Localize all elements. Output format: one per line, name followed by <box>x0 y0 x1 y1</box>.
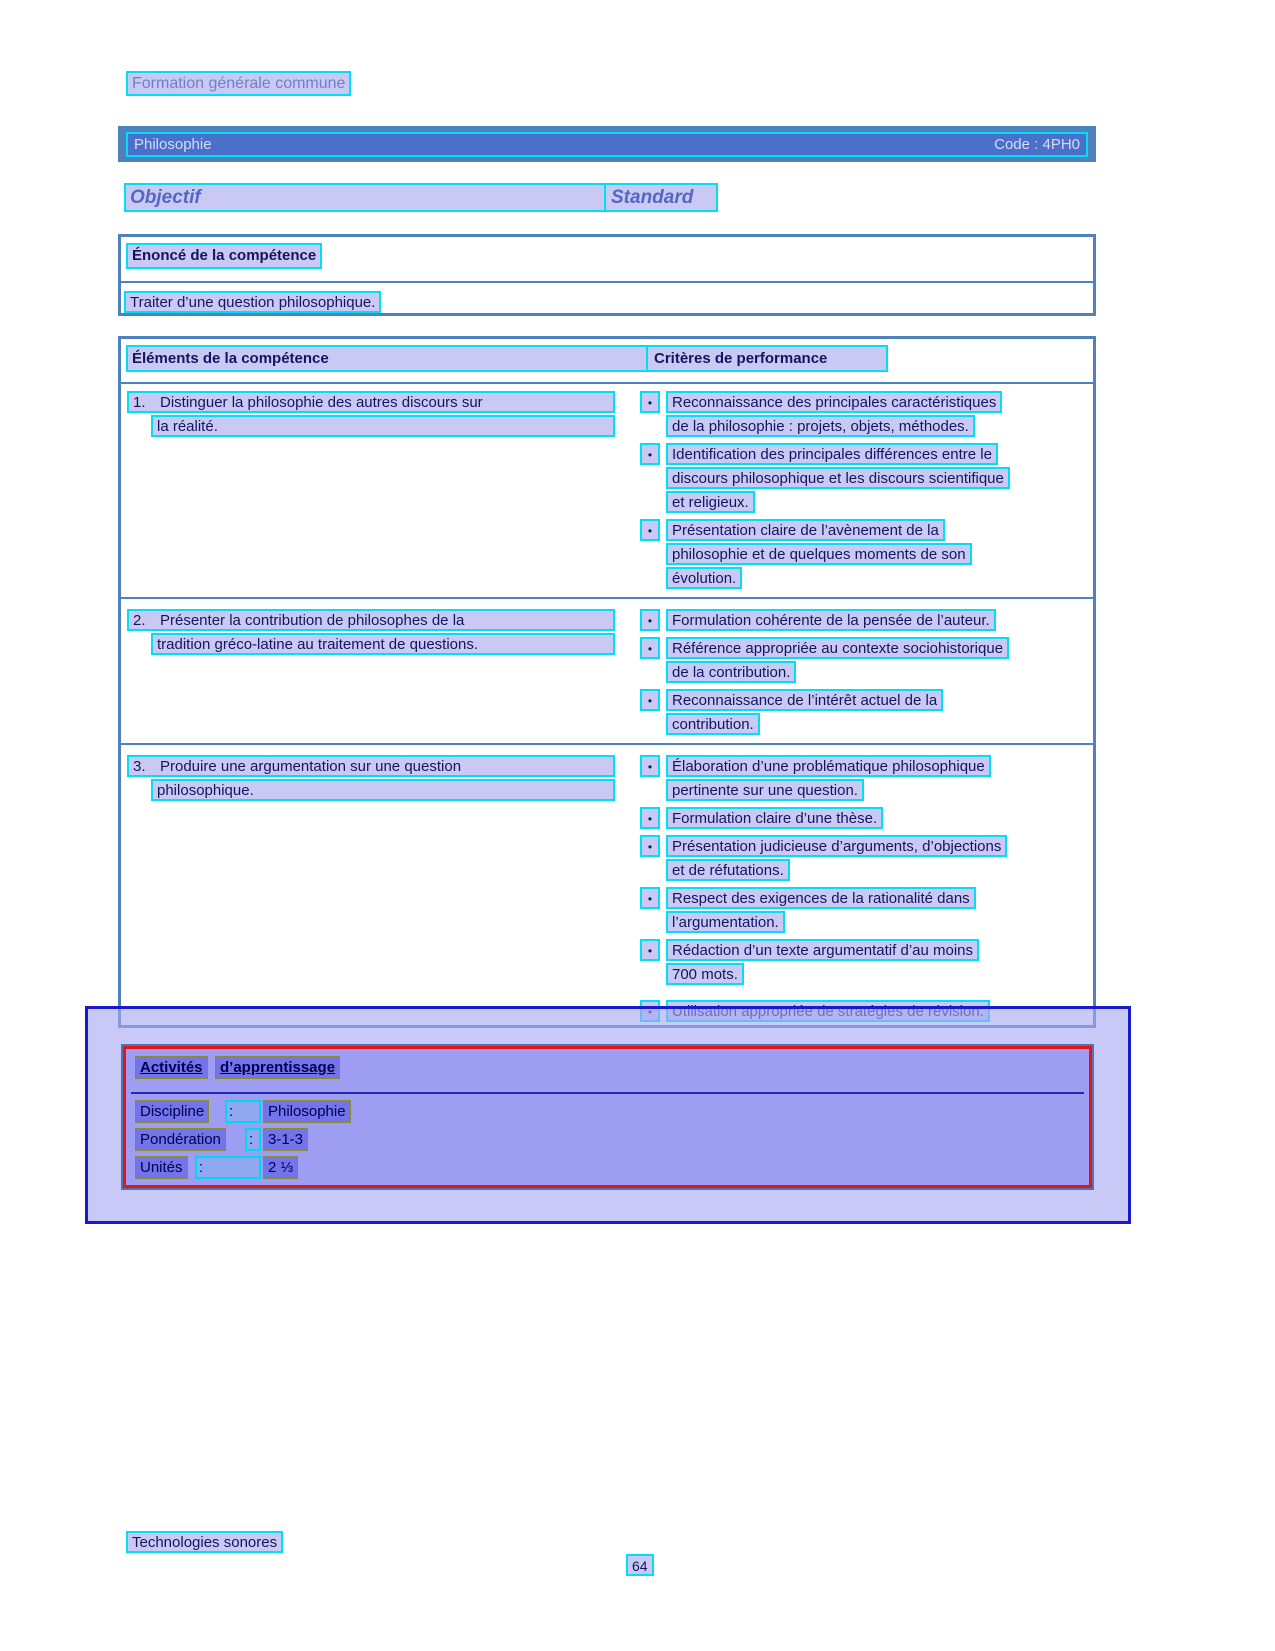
bullet-dot: • <box>640 755 660 777</box>
criterion-line: philosophie et de quelques moments de son <box>666 543 972 565</box>
criterion-line: Élaboration d’une problématique philosophique <box>666 755 991 777</box>
activites-row-separator: : <box>245 1128 261 1151</box>
element-line: 1. Distinguer la philosophie des autres discours sur <box>127 391 615 413</box>
header-divider <box>121 382 1093 384</box>
row-divider-2 <box>121 743 1093 745</box>
activites-row-value: Philosophie <box>263 1100 351 1123</box>
elements-column-header: Éléments de la compétence <box>132 350 329 367</box>
activites-row-separator: : <box>195 1156 261 1179</box>
element-number: 3. <box>133 758 146 775</box>
bullet-dot: • <box>640 807 660 829</box>
activites-header-divider <box>131 1092 1084 1094</box>
bullet-dot: • <box>640 689 660 711</box>
bullet-dot: • <box>640 939 660 961</box>
criterion-line: et de réfutations. <box>666 859 790 881</box>
criterion-line: évolution. <box>666 567 742 589</box>
objectif-standard-heading <box>124 183 718 212</box>
element-line: philosophique. <box>151 779 615 801</box>
competence-table <box>118 336 1096 1028</box>
criterion-line: Présentation judicieuse d’arguments, d’objections <box>666 835 1007 857</box>
activites-header-word: Activités <box>135 1056 208 1079</box>
criterion-line: Référence appropriée au contexte sociohistorique <box>666 637 1009 659</box>
activites-table <box>121 1044 1094 1190</box>
criterion-line: de la philosophie : projets, objets, méthodes. <box>666 415 975 437</box>
criterion-line: Présentation claire de l’avènement de la <box>666 519 945 541</box>
row-divider-1 <box>121 597 1093 599</box>
activites-row-label: Pondération <box>135 1128 226 1151</box>
element-line: la réalité. <box>151 415 615 437</box>
footer-label: Technologies sonores <box>126 1531 283 1553</box>
activites-header-word: d’apprentissage <box>215 1056 340 1079</box>
activites-row-separator: : <box>225 1100 261 1123</box>
bullet-dot: • <box>640 443 660 465</box>
bullet-dot: • <box>640 835 660 857</box>
criterion-line: l’argumentation. <box>666 911 785 933</box>
criterion-line: Formulation cohérente de la pensée de l’auteur. <box>666 609 996 631</box>
bullet-dot: • <box>640 887 660 909</box>
bullet-dot: • <box>640 519 660 541</box>
criterion-line: Reconnaissance de l’intérêt actuel de la <box>666 689 943 711</box>
criteres-column-header: Critères de performance <box>646 345 888 372</box>
enonce-header: Énoncé de la compétence <box>126 243 322 269</box>
activites-row-label: Discipline <box>135 1100 209 1123</box>
enonce-table-divider <box>121 281 1093 283</box>
activites-row-value: 2 ⅓ <box>263 1156 298 1179</box>
page-number: 64 <box>626 1554 654 1576</box>
element-line: tradition gréco-latine au traitement de questions. <box>151 633 615 655</box>
criterion-line: Identification des principales différences entre le <box>666 443 998 465</box>
criterion-line: de la contribution. <box>666 661 796 683</box>
activites-row-label: Unités <box>135 1156 188 1179</box>
element-number: 2. <box>133 612 146 629</box>
bullet-dot: • <box>640 637 660 659</box>
bullet-dot: • <box>640 391 660 413</box>
criterion-line: Rédaction d’un texte argumentatif d’au moins <box>666 939 979 961</box>
criterion-line: Reconnaissance des principales caractéristiques <box>666 391 1002 413</box>
criterion-line: pertinente sur une question. <box>666 779 864 801</box>
criterion-line: et religieux. <box>666 491 755 513</box>
criterion-line: Respect des exigences de la rationalité dans <box>666 887 976 909</box>
competence-table-header <box>126 345 886 372</box>
course-title: Philosophie <box>134 136 212 153</box>
criterion-line: Formulation claire d’une thèse. <box>666 807 883 829</box>
criterion-line: discours philosophique et les discours scientifique <box>666 467 1010 489</box>
enonce-statement: Traiter d’une question philosophique. <box>124 291 381 313</box>
title-bar <box>118 126 1096 162</box>
bullet-dot: • <box>640 609 660 631</box>
objectif-heading: Objectif <box>130 187 201 208</box>
section-label: Formation générale commune <box>126 71 351 96</box>
activites-row-value: 3-1-3 <box>263 1128 308 1151</box>
title-bar-highlight <box>126 132 1088 157</box>
course-code: Code : 4PH0 <box>994 136 1080 153</box>
element-line: 2. Présenter la contribution de philosophes de la <box>127 609 615 631</box>
criterion-line: 700 mots. <box>666 963 744 985</box>
criterion-line: contribution. <box>666 713 760 735</box>
element-line: 3. Produire une argumentation sur une question <box>127 755 615 777</box>
element-number: 1. <box>133 394 146 411</box>
standard-heading: Standard <box>604 183 718 212</box>
